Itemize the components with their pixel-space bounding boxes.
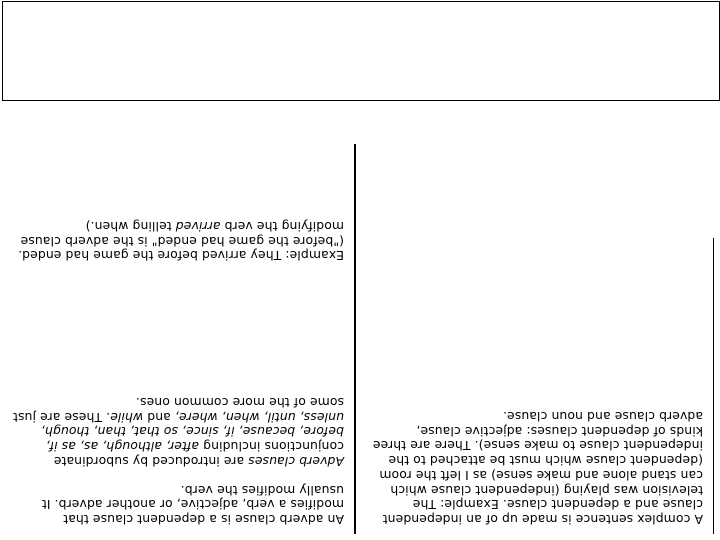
spacer [12, 262, 344, 380]
subordinate-conjunctions-paragraph [12, 394, 344, 468]
conjunctions-intro-text: are introduced by subordinate conjunctions including [53, 439, 344, 469]
example-verb: arrived [175, 218, 221, 234]
conjunction-while: while [110, 409, 144, 425]
title-placeholder [2, 1, 720, 101]
complex-sentence-paragraph: A complex sentence is made up of an independent clause and a dependent clause. Example: The television was playing (independent clause which can stand alone and make sense) as I left the room (dependent clause which must be attached to the independent clause to make sense). There are three kinds of dependent clauses: adjective clause, adverb clause and noun clause. [372, 409, 703, 527]
definition-text: An adverb clause is a dependent clause that modifies a verb, adjective, or another adverb. It usually modifies the verb. [41, 482, 344, 527]
adverb-clauses-term: Adverb clauses [248, 453, 344, 469]
example-text: Example: They arrived before the game had ended. ("before the game had ended" is the adverb clause modifying the verb [18, 218, 344, 264]
adverb-clause-definition [12, 482, 344, 526]
adverb-clause-example [12, 218, 344, 262]
complex-sentence-column [364, 238, 714, 534]
example-closing-text: telling when.) [85, 218, 176, 234]
conjunctions-and-text: and [143, 409, 175, 425]
conjunctions-closing-text: . These are just some of the more common ones. [12, 395, 344, 425]
conjunctions-list: after, although, as, as if, before, because, if, since, so that, than, though, unless, until, when, where, [40, 409, 344, 455]
adverb-clause-column [4, 144, 356, 534]
